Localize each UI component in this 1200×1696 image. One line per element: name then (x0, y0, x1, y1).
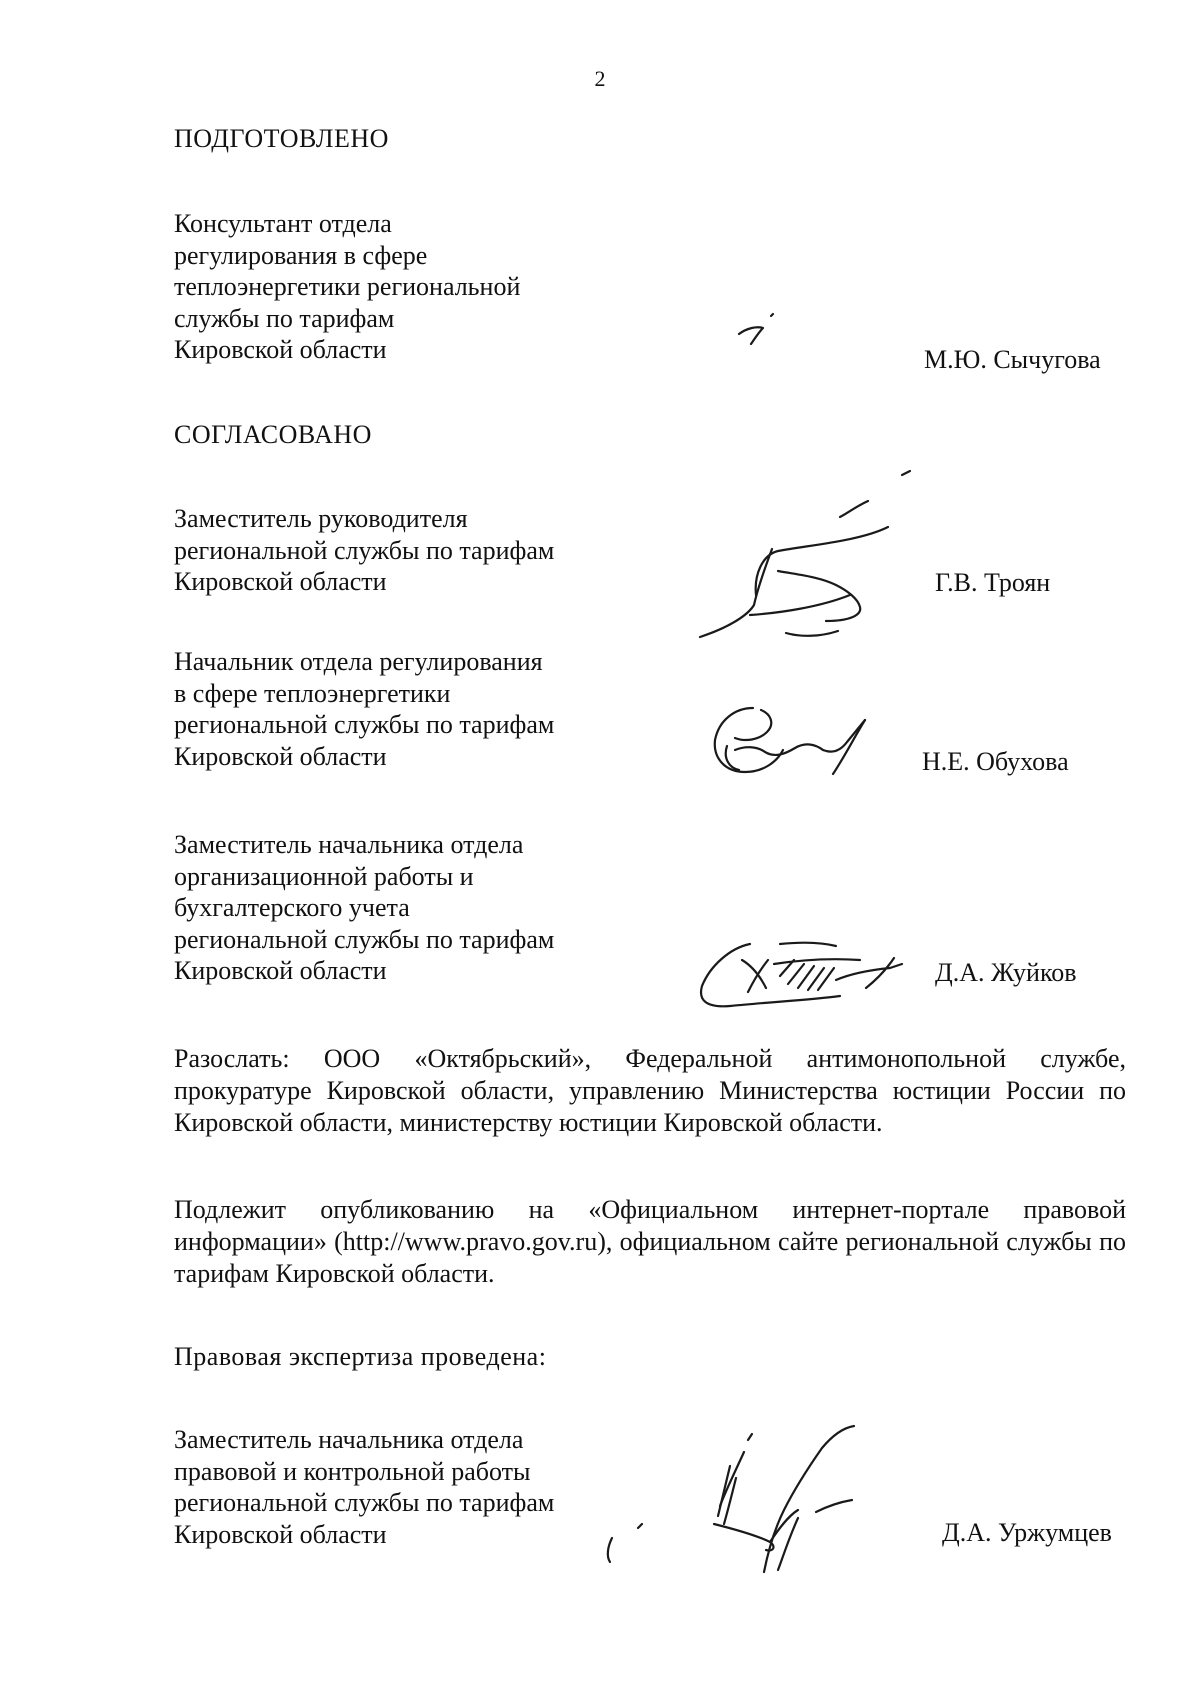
signer-name-sychugova: М.Ю. Сычугова (924, 345, 1101, 374)
signer-position-sychugova: Консультант отдела регулирования в сфере теплоэнергетики региональной службы по тарифам Кировской области (174, 209, 521, 364)
signer-position-urzhumtsev: Заместитель начальника отдела правовой и контрольной работы региональной службы по тарифам Кировской области (174, 1425, 555, 1549)
signer-position-troyan: Заместитель руководителя региональной службы по тарифам Кировской области (174, 504, 555, 596)
signer-position-obukhova: Начальник отдела регулирования в сфере теплоэнергетики региональной службы по тарифам Кировской области (174, 647, 555, 771)
signer-name-obukhova: Н.Е. Обухова (922, 747, 1069, 776)
agreed-heading: СОГЛАСОВАНО (174, 420, 372, 449)
legal-review-heading: Правовая экспертиза проведена: (174, 1342, 547, 1371)
page-number: 2 (594, 66, 606, 91)
prepared-heading: ПОДГОТОВЛЕНО (174, 124, 389, 153)
publication-paragraph: Подлежит опубликованию на «Официальном интернет-портале правовой информации» (http://www.pravo.gov.ru), официальном сайте региональной службы по тарифам Кировской области. (174, 1195, 1126, 1288)
signer-name-urzhumtsev: Д.А. Уржумцев (942, 1518, 1112, 1547)
signer-position-zhuikov: Заместитель начальника отдела организационной работы и бухгалтерского учета региональной службы по тарифам Кировской области (174, 830, 555, 985)
signer-name-troyan: Г.В. Троян (935, 568, 1051, 597)
distribution-paragraph: Разослать: ООО «Октябрьский», Федеральной антимонопольной службе, прокуратуре Кировской области, управлению Министерства юстиции России по Кировской области, министерству юстиции Кировской области. (174, 1044, 1126, 1137)
signature-urzhumtsev (598, 1420, 918, 1580)
signature-sychugova (735, 310, 785, 355)
signature-obukhova (705, 700, 875, 790)
signature-troyan (690, 465, 930, 655)
signature-zhuikov (690, 930, 920, 1020)
signer-name-zhuikov: Д.А. Жуйков (935, 958, 1077, 987)
